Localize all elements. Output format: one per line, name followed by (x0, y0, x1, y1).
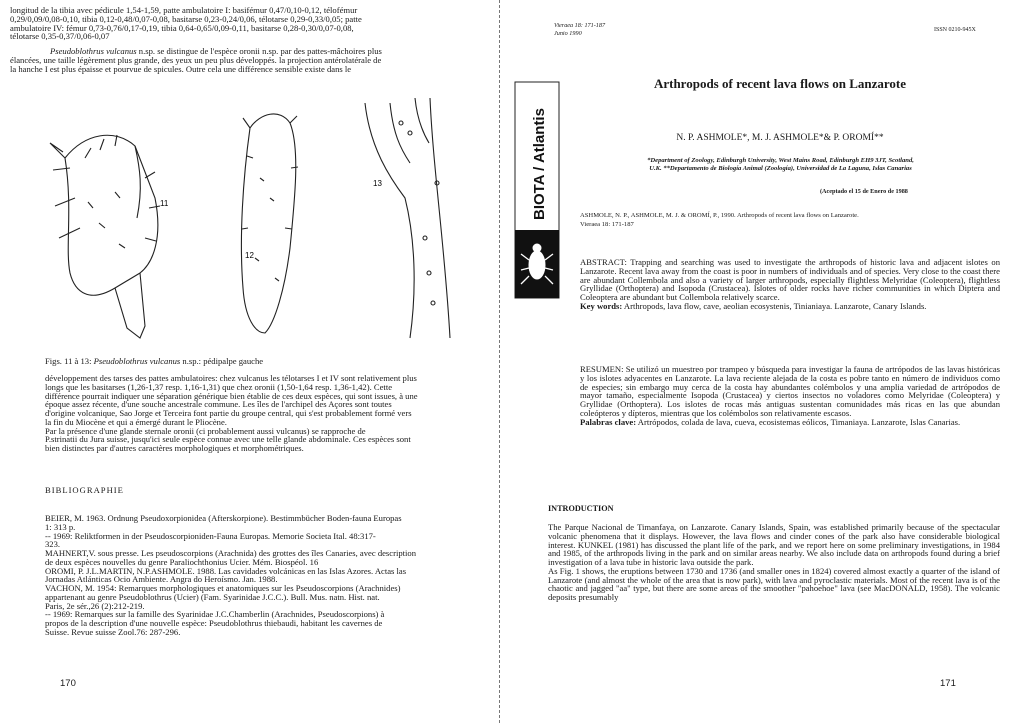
introduction-text: The Parque Nacional de Timanfaya, on Lanzarote. Canary Islands, Spain, was established primarily because of the spectacular volcanic phenomena that it displays. However, the lava flows and cinder cones of the park also have considerable biological interest. KUNKEL (1981) has discussed the plant life of the park, and we report here on some preliminary investigations, in 1984 and 1985, of the arthropods living in the park and on similar areas nearby. We also include data on arthropods found during a brief investigation of a lava tube in historic lava outside the park. As Fig. 1 shows, the eruptions between 1730 and 1736 (and smaller ones in 1824) covered almost exactly a quarter of the island of Lanzarote (and almost the whole of the area that is now park), with lava and pyroclastic materials. Most of the recent lava is of the chaotic and jagged "aa" type, but there are some areas of the smoother "pahoehoe" lava (see MacDONALD, 1958). The volcanic deposits presumably (548, 522, 1000, 603)
issn: ISSN 0210-945X (934, 27, 976, 33)
journal-date: Junio 1990 (554, 29, 582, 37)
accepted-date: (Aceptado el 15 de Enero de 1988 (820, 188, 908, 195)
right-page-number: 171 (940, 678, 956, 689)
palabras-clave-label: Palabras clave: (580, 416, 637, 427)
figure-12-label: 12 (245, 251, 254, 260)
body-text: développement des tarses des pattes ambulatoires: chez vulcanus les télotarses I et IV sont relativement plus longs que les basitarses (1,26-1,37 resp. 1,16-1,31) que chez oronii (1,50-1,64 resp. 1,36-1,42). Cette différence pourrait indiquer une séparation générique bien établie de ces deux espèces, qui sont issues, à une époque assez récente, d'une souche ancestrale commune. Les îles de l'archipel des Açores sont toutes d'origine volcanique, Sao Jorge et Terceira font partie du groupe central, qui s'est probablement formé vers la fin du Miocène et qui a émergé durant le Pliocène. Par la présence d'une glande sternale oronii (ci probablement aussi vulcanus) se rapproche de P.strinatii du Jura suisse, jusqu'ici seule espèce connue avec une telle glande abdominale. Ces espèces sont bien distinctes par d'autres caractères morphologiques et morphométriques. (45, 373, 418, 454)
diagnosis-text (10, 47, 495, 73)
figure-caption (45, 356, 263, 366)
figure-11-label: 11 (160, 199, 169, 208)
figure-caption-rest: n.sp.: pédipalpe gauche (180, 356, 264, 366)
biota-atlantis-logo (513, 80, 561, 300)
key-words-label: Key words: (580, 300, 623, 311)
journal-header (554, 22, 605, 38)
pedipalp-figure (45, 88, 485, 348)
measurement-text: longitud de la tibia avec pédicule 1,54-1,59, patte ambulatoire I: basifémur 0,47/0,10-0,12, télofémur 0,29/0,09/0,08-0,10, tibia 0,12-0,48/0,07-0,08, basitarse 0,23-0,24/0,06, télotarse 0,29-0,33/0,05; patte ambulatoire IV: fémur 0,73-0,76/0,17-0,19, tibia 0,64-0,65/0,09-0,11, basitarse 0,28-0,30/0,07-0,08, télotarse 0,35-0,37/0,06-0,07 (10, 5, 362, 42)
resumen-text: RESUMEN: Se utilizó un muestreo por trampeo y búsqueda para investigar la fauna de artrópodos de las lavas históricas y los islotes adyacentes en Lanzarote. La lava reciente alejada de la costa es pobre tanto en número de individuos como de especies; sin embargo muy cerca de la costa hay abundantes colémbolos y una amplia variedad de artrópodos de mayor tamaño, especialmente Isopoda (Crustacea) y ciertos insectos no voladores como Melyridae (Coleoptera) y Gryllidae (Orthoptera). Los islotes de rocas más antiguas sustentan comunidades más ricas en las que abundan coleópteros y dípteros, mientras que los colémbolos son relativamente escasos. (580, 364, 1000, 418)
figure-caption-lead: Figs. 11 à 13: (45, 356, 94, 366)
bibliography-heading: BIBLIOGRAPHIE (45, 485, 124, 495)
figure-13-drawing (365, 98, 450, 338)
left-page-number: 170 (60, 678, 76, 689)
article-title: Arthropods of recent lava flows on Lanzarote (653, 76, 907, 91)
left-page (0, 0, 500, 723)
figure-13-label: 13 (373, 179, 382, 188)
journal-name: Vieraea 18: 171-187 (554, 22, 606, 29)
resumen (580, 365, 1000, 426)
bibliography-text: BEIER, M. 1963. Ordnung Pseudoxorpionidea (Afterskorpione). Bestimmbücher Boden-fauna Europas 1: 313 p. -- 1969: Reliktformen in der Pseudoscorpioniden-Fauna Europas. Memorie Societa Ital. 48:317- 323. MAHNERT,V. sous presse. Les pseudoscorpions (Arachnida) des grottes des îles Canaries, avec description de deux espèces nouvelles du genre Paraliochthonius Ucier. Mém. Biospéol. 16 OROMI, P. J.L.MARTIN, N.P.ASHMOLE. 1988. Las cavidades volcánicas en las Islas Azores. Actas las Jornadas Atlánticas Ocio Ambiente. Angra do Heroísmo. Jan. 1988. VACHON, M. 1954: Remarques morphologiques et anatomiques sur les Pseudoscorpions (Arachnides) appartenant au genre Pseudoblothrus (Ucier) (Fam. Syarinidae J.C.C.). Bull. Mus. natn. Hist. nat. Paris, 2e sér.,26 (2):212-219. -- 1969: Remarques sur la famille des Syarinidae J.C.Chamberlin (Arachnides, Pseudoscorpions) à propos de la description d'une nouvelle espèce: Pseudoblothrus thiebaudi, habitant les cavernes de Suisse. Revue suisse Zool.76: 287-296. (45, 513, 416, 637)
abstract (580, 258, 1000, 311)
logo-text: BIOTA / Atlantis (531, 108, 548, 220)
figure-caption-species: Pseudoblothrus vulcanus (93, 356, 181, 366)
figure-11-drawing (50, 135, 160, 338)
author-affiliations: *Department of Zoology, Edinburgh University, West Mains Road, Edinburgh EH9 3JT, Scotland, U.K. **Departamento de Biología Animal (Zoología), Universidad de La Laguna, Islas Canarias (647, 157, 914, 173)
citation: ASHMOLE, N. P., ASHMOLE, M. J. & OROMÍ, P., 1990. Arthropods of recent lava flows on Lanzarote. Vieraea 18: 171-187 (580, 212, 859, 228)
palabras-clave: Artrópodos, colada de lava, cueva, ecosistemas eólicos, Timaniaya. Lanzarote, Islas Canarias. (636, 416, 961, 427)
article-authors: N. P. ASHMOLE*, M. J. ASHMOLE*& P. OROMÍ** (676, 133, 884, 143)
diagnosis-rest: n.sp. se distingue de l'espèce oronii n.sp. par des pattes-mâchoires plus élancées, une taille légèrement plus grande, des yeux un peu plus développés. la projection antérolatérale de la hanche I est plus épaisse et pourvue de spicules. Outre cela une différence sensible existe dans le (10, 46, 382, 74)
figure-12-drawing (241, 114, 298, 333)
abstract-text: ABSTRACT: Trapping and searching was used to investigate the arthropods of historic lava and adjacent islotes on Lanzarote. Recent lava away from the coast is poor in numbers of individuals and of species. Very close to the coast there are abundant Collembola and also a variety of larger arthropods, especially flightless Melyridae (Coleoptera), flightless Gryllidae (Orthoptera) and Isopoda (Crustacea). Islotes of older rocks have richer communities in which Diptera and Coleoptera are abundant but Collembola relatively scarce. (580, 257, 1000, 303)
introduction-heading: INTRODUCTION (548, 504, 614, 513)
page-divider (499, 0, 500, 723)
diagnosis-species: Pseudoblothrus vulcanus (50, 46, 137, 56)
key-words: Arthropods, lava flow, cave, aeolian ecosystenis, Tinianiaya. Lanzarote, Canary Islands. (622, 300, 927, 311)
